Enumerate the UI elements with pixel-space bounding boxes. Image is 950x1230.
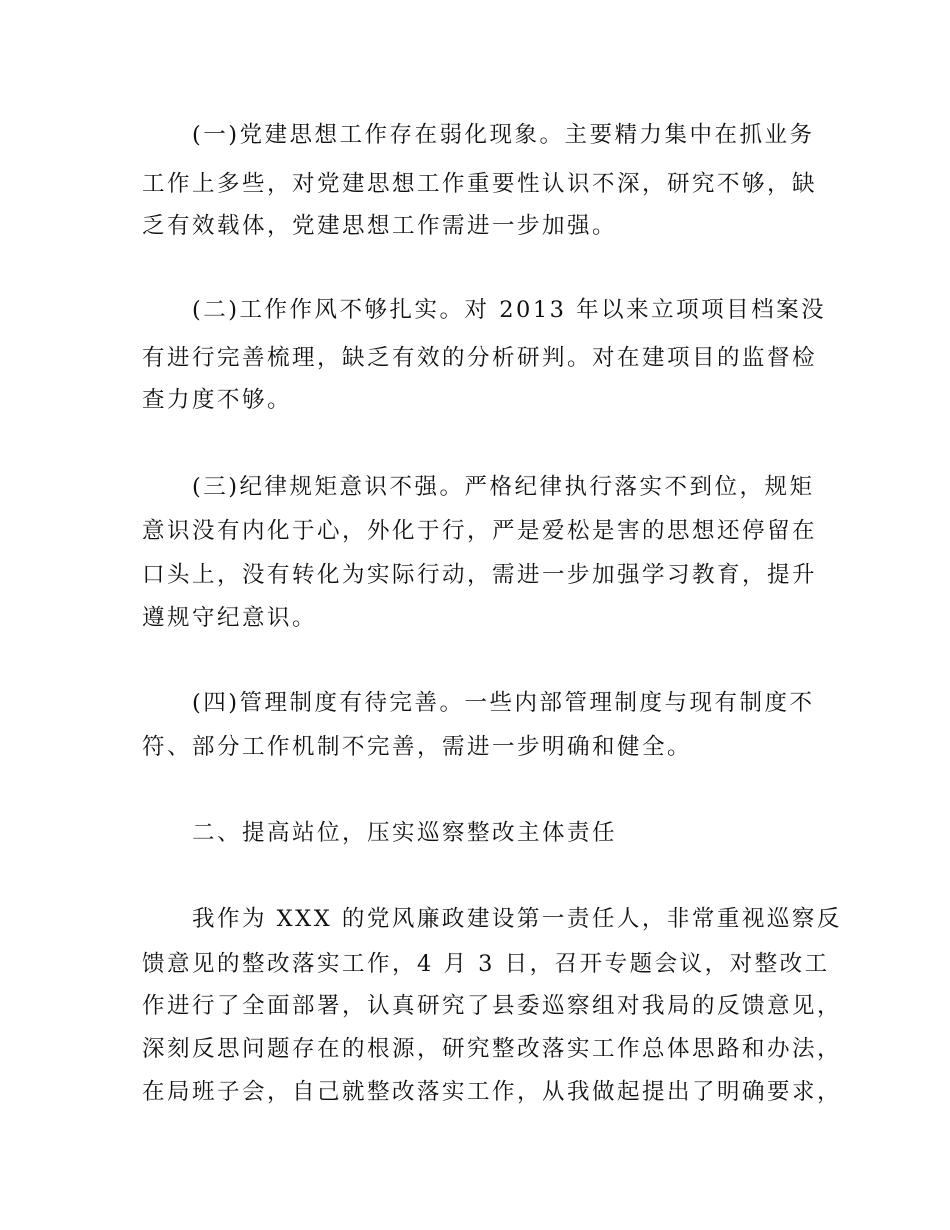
paragraph-2-line-1: (二)工作作风不够扎实。对 2013 年以来立项项目档案没 [192, 297, 827, 323]
paragraph-3-line-3: 口头上，没有转化为实际行动，需进一步加强学习教育，提升 [142, 562, 818, 588]
paragraph-5-line-5: 在局班子会，自己就整改落实工作，从我做起提出了明确要求， [142, 1079, 843, 1105]
paragraph-3-line-1: (三)纪律规矩意识不强。严格纪律执行落实不到位，规矩 [192, 474, 815, 500]
section-heading: 二、提高站位，压实巡察整改主体责任 [192, 820, 618, 846]
paragraph-4-line-2: 符、部分工作机制不完善，需进一步明确和健全。 [142, 734, 693, 760]
paragraph-5-line-4: 深刻反思问题存在的根源，研究整改落实工作总体思路和办法， [142, 1036, 843, 1062]
paragraph-3-line-4: 遵规守纪意识。 [142, 605, 318, 631]
paragraph-1-line-1: (一)党建思想工作存在弱化现象。主要精力集中在抓业务 [192, 122, 815, 148]
paragraph-3-line-2: 意识没有内化于心，外化于行，严是爱松是害的思想还停留在 [142, 518, 818, 544]
paragraph-1-line-3: 乏有效载体，党建思想工作需进一步加强。 [142, 213, 618, 239]
paragraph-2-line-2: 有进行完善梳理，缺乏有效的分析研判。对在建项目的监督检 [142, 345, 818, 371]
paragraph-4-line-1: (四)管理制度有待完善。一些内部管理制度与现有制度不 [192, 690, 815, 716]
paragraph-1-line-2: 工作上多些，对党建思想工作重要性认识不深，研究不够，缺 [142, 171, 818, 197]
paragraph-5-line-2: 馈意见的整改落实工作，4 月 3 日，召开专题会议，对整改工 [142, 951, 830, 977]
paragraph-5-line-1: 我作为 XXX 的党风廉政建设第一责任人，非常重视巡察反 [192, 906, 842, 932]
paragraph-2-line-3: 查力度不够。 [142, 387, 293, 413]
paragraph-5-line-3: 作进行了全面部署，认真研究了县委巡察组对我局的反馈意见， [142, 993, 843, 1019]
